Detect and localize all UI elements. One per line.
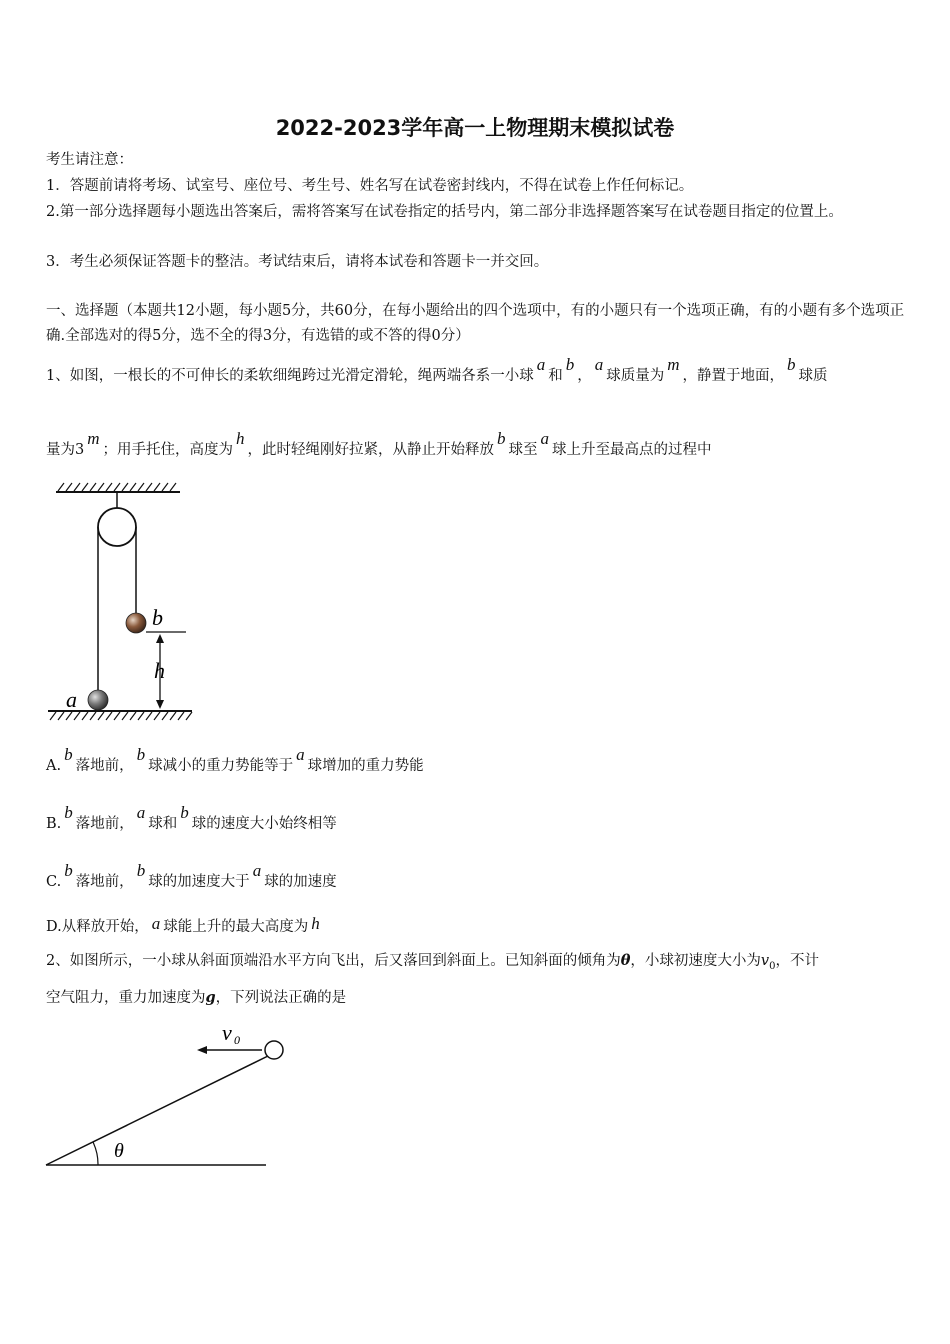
page-title: 2022-2023学年高一上物理期末模拟试卷 (275, 116, 675, 140)
label-h: h (154, 658, 165, 683)
option-text: 落地前， (75, 874, 134, 890)
ground-hatch (50, 712, 192, 720)
q1-stem-line-2 (46, 429, 908, 463)
angle-arc (93, 1142, 98, 1165)
q1-text: 1、如图，一根长的不可伸长的柔软细绳跨过光滑定滑轮，绳两端各系一小球 (46, 368, 534, 384)
label-theta: θ (114, 1140, 124, 1162)
var: h (311, 914, 320, 933)
q1-text: ；用手托住，高度为 (102, 442, 234, 458)
var-m: m (87, 429, 100, 448)
notice-item-1: 1．答题前请将考场、试室号、座位号、考生号、姓名写在试卷密封线内，不得在试卷上作任何标记。 (46, 178, 694, 194)
var: b (136, 861, 146, 880)
label-v-sub: 0 (234, 1033, 240, 1047)
pulley-figure (40, 475, 200, 725)
q1-text: 球至 (508, 442, 538, 458)
notice-item-3: 3．考生必须保证答题卡的整洁。考试结束后，请将本试卷和答题卡一并交回。 (46, 254, 549, 270)
q2-text: 空气阻力，重力加速度为 (46, 990, 206, 1006)
var: b (64, 803, 73, 822)
option-prefix: D.从释放开始， (46, 919, 149, 935)
option-prefix: A. (46, 758, 62, 774)
ball-a (88, 690, 108, 710)
option-text: 球的加速度大于 (148, 874, 250, 890)
q2-stem-line-2 (46, 985, 908, 1011)
var-b: b (497, 429, 506, 448)
q1-text: 球质量为 (606, 368, 665, 384)
var-h: h (236, 429, 245, 448)
q1-text: 球上升至最高点的过程中 (552, 442, 712, 458)
var-v: v (760, 953, 770, 969)
var: b (136, 745, 146, 764)
var: a (252, 861, 262, 880)
option-prefix: C. (46, 874, 62, 890)
q1-text: 和 (548, 368, 563, 384)
q1-text: ，静置于地面， (682, 368, 785, 384)
notice-heading: 考生请注意： (46, 152, 133, 168)
option-text: 球的速度大小始终相等 (191, 816, 337, 832)
section-header: 一、选择题（本题共12小题，每小题5分，共60分，在每小题给出的四个选项中，有的小题只有一个选项正确，有的小题有多个选项正确.全部选对的得5分，选不全的得3分，有选错的或不答的得0分） (46, 303, 905, 344)
option-text: 落地前， (75, 758, 134, 774)
var-a: a (540, 429, 550, 448)
notice-item-2: 2.第一部分选择题每小题选出答案后，需将答案写在试卷指定的括号内，第二部分非选择题答案写在试卷题目指定的位置上。 (46, 204, 843, 220)
q2-text: ，小球初速度大小为 (630, 953, 761, 969)
label-v: v (222, 1020, 232, 1045)
var-v-sub: 0 (769, 960, 776, 972)
var-g: g (205, 989, 216, 1006)
pulley-wheel (98, 508, 136, 546)
var: a (296, 745, 305, 764)
ball-b (126, 613, 146, 633)
ball (265, 1041, 283, 1059)
q1-option-c[interactable] (46, 861, 908, 895)
var: a (136, 803, 146, 822)
var: a (151, 914, 161, 933)
incline-line (46, 1055, 270, 1165)
q1-text: 量为3 (46, 442, 85, 458)
q1-text: ，此时轻绳刚好拉紧，从静止开始释放 (247, 442, 495, 458)
var: b (64, 861, 73, 880)
option-prefix: B. (46, 816, 62, 832)
label-a: a (66, 687, 77, 712)
var-a: a (536, 355, 546, 374)
q2-text: 2、如图所示，一小球从斜面顶端沿水平方向飞出，后又落回到斜面上。已知斜面的倾角为 (46, 953, 621, 969)
q1-text: ， (577, 368, 592, 384)
q2-text: ，下列说法正确的是 (215, 990, 347, 1006)
var: b (180, 803, 189, 822)
option-text: 球的加速度 (264, 874, 337, 890)
var-b: b (787, 355, 796, 374)
option-text: 球和 (148, 816, 178, 832)
q1-option-a[interactable] (46, 745, 908, 779)
q1-stem-line-1 (46, 355, 908, 389)
q2-text: ，不计 (775, 953, 819, 969)
q1-text: 球质 (798, 368, 828, 384)
var-m: m (667, 355, 680, 374)
incline-figure (40, 1015, 300, 1175)
q2-stem-line-1 (46, 948, 908, 979)
ceiling-hatch (58, 483, 176, 491)
var-b: b (565, 355, 575, 374)
option-text: 球增加的重力势能 (307, 758, 424, 774)
option-text: 球能上升的最大高度为 (163, 919, 309, 935)
option-text: 球减小的重力势能等于 (148, 758, 294, 774)
q1-option-b[interactable] (46, 803, 908, 837)
var-a: a (594, 355, 604, 374)
var-theta: θ (620, 952, 631, 969)
option-text: 落地前， (75, 816, 134, 832)
label-b: b (152, 605, 163, 630)
q1-option-d[interactable] (46, 913, 908, 940)
var: b (64, 745, 73, 764)
